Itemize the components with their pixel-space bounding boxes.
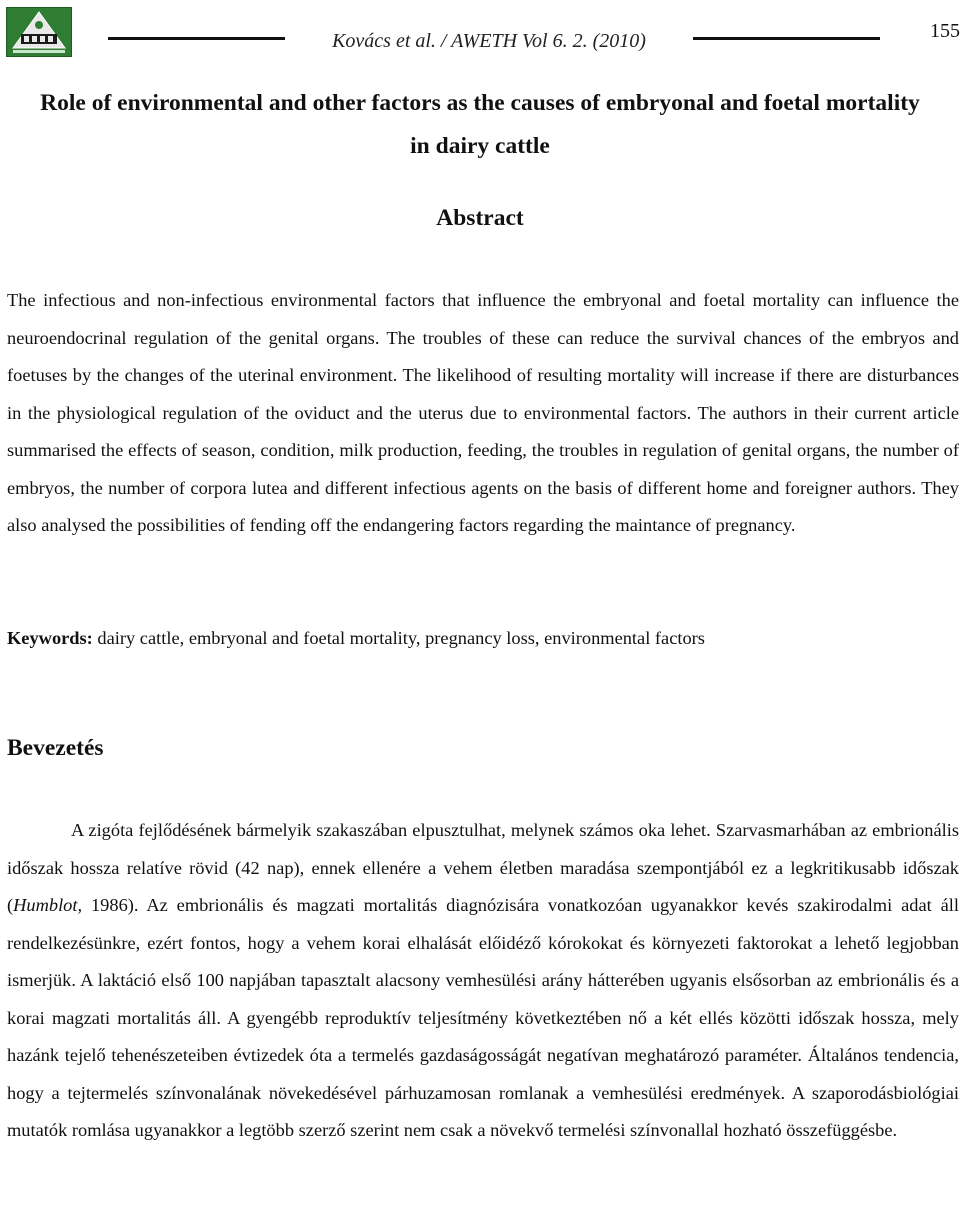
body-text-part-1: A zigóta fejlődésének bármelyik szakaszában elpusztulhat, melynek számos oka lehet. Szarvasmarhában az embrionális időszak hossza relatíve rövid (42 nap), ennek ellenére a vehem életben maradása szempontjából ez a legkritikusabb időszak ( (7, 820, 959, 915)
abstract-text: The infectious and non-infectious environmental factors that influence the embryonal and foetal mortality can influence the neuroendocrinal regulation of the genital organs. The troubles of these can reduce the survival chances of the embryos and foetuses by the changes of the uterinal environment. The likelihood of resulting mortality will increase if there are disturbances in the physiological regulation of the oviduct and the uterus due to environmental factors. The authors in their current article summarised the effects of season, condition, milk production, feeding, the troubles in regulation of genital organs, the number of embryos, the number of corpora lutea and different infectious agents on the basis of different home and foreigner authors. They also analysed the possibilities of fending off the endangering factors regarding the maintance of pregnancy. (7, 290, 959, 535)
paper-title-line-1: Role of environmental and other factors as the causes of embryonal and foetal mortality (40, 90, 920, 116)
keywords-list: dairy cattle, embryonal and foetal mortality, pregnancy loss, environmental factors (97, 628, 705, 648)
page-number: 155 (930, 20, 960, 42)
paper-title-line-2: in dairy cattle (410, 133, 550, 159)
body-text-part-2: 1986). Az embrionális és magzati mortalitás diagnózisára vonatkozóan ugyanakkor kevés szakirodalmi adat áll rendelkezésünkre, ezért fontos, hogy a vehem korai elhalását előidéző kórokokat és környezeti faktorokat a lehető legjobban ismerjük. A laktáció első 100 napjában tapasztalt alacsony vemhesülési arány hátterében ugyanis elsősorban az embrionális és a korai magzati mortalitás áll. A gyengébb reproduktív teljesítmény következtében nő a két ellés közötti időszak hossza, mely hazánk tejelő tehenészeteiben évtizedek óta a termelés gazdaságosságát negatívan meghatározó paraméter. Általános tendencia, hogy a tejtermelés színvonalának növekedésével párhuzamosan romlanak a vemhesülési eredmények. A szaporodásbiológiai mutatók romlása ugyanakkor a legtöbb szerző szerint nem csak a növekvő termelési színvonallal hozható összefüggésbe. (7, 895, 959, 1140)
section-heading-bevezetes: Bevezetés (7, 735, 104, 761)
header-rule-left (108, 37, 285, 40)
header-rule-right (693, 37, 880, 40)
reference-author: Humblot, (13, 895, 83, 915)
section-body-text (7, 812, 959, 1150)
keywords-label: Keywords: (7, 628, 93, 648)
aweth-journal-logo-icon (6, 7, 72, 57)
journal-citation: Kovács et al. / AWETH Vol 6. 2. (2010) (332, 30, 646, 52)
paper-title (0, 82, 960, 168)
abstract-heading: Abstract (436, 205, 524, 231)
keywords (7, 620, 959, 658)
